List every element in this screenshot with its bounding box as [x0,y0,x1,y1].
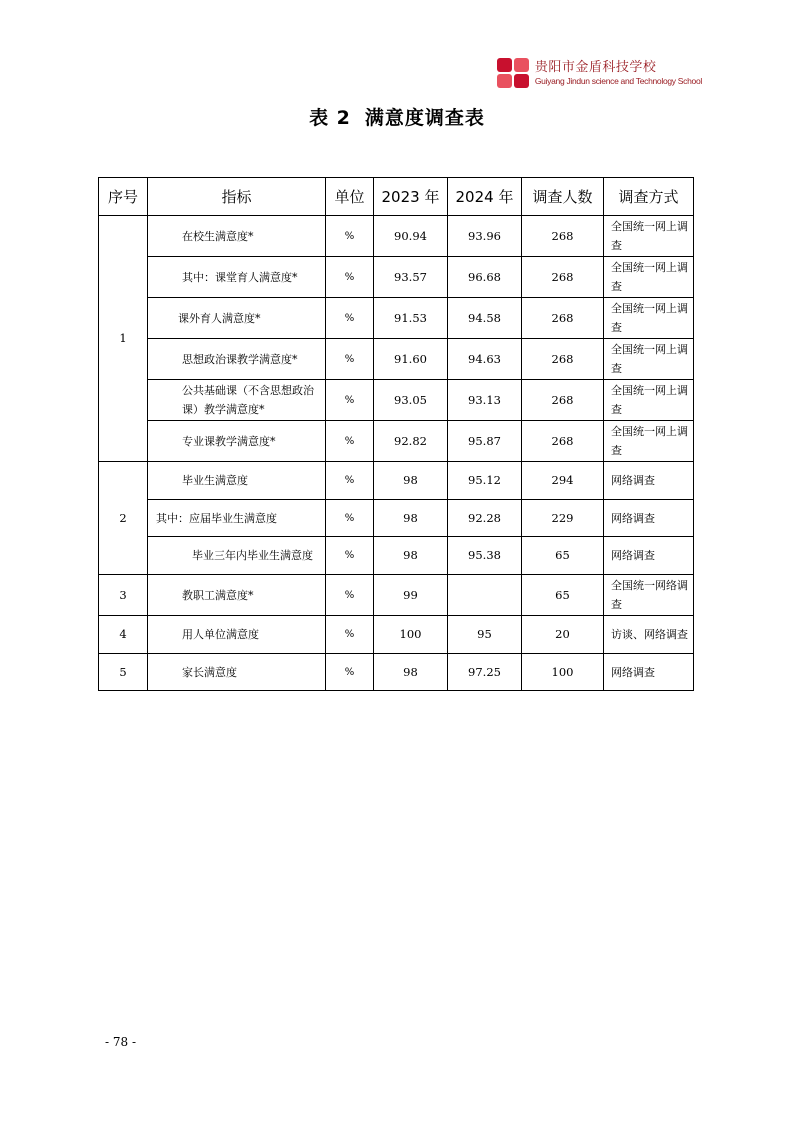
row-2023: 98 [374,653,448,691]
row-2024: 94.63 [448,339,522,380]
column-header-2023: 2023 年 [374,178,448,216]
row-count: 65 [522,537,604,575]
row-seq: 3 [99,575,148,616]
row-2024: 95 [448,616,522,654]
row-count: 268 [522,421,604,462]
row-unit: % [326,421,374,462]
row-method: 全国统一网络调查 [604,575,694,616]
row-indicator: 在校生满意度* [148,216,326,257]
row-count: 229 [522,499,604,537]
row-seq: 5 [99,653,148,691]
row-2024: 96.68 [448,257,522,298]
row-count: 100 [522,653,604,691]
table-row [99,575,694,616]
row-method: 全国统一网上调查 [604,298,694,339]
row-seq: 2 [99,462,148,575]
row-2024: 95.38 [448,537,522,575]
row-2024: 94.58 [448,298,522,339]
column-header-unit: 单位 [326,178,374,216]
column-header-indicator: 指标 [148,178,326,216]
column-header-count: 调查人数 [522,178,604,216]
row-count: 268 [522,339,604,380]
row-method: 网络调查 [604,653,694,691]
row-unit: % [326,575,374,616]
row-count: 268 [522,380,604,421]
row-method: 网络调查 [604,499,694,537]
row-indicator: 公共基础课（不含思想政治课）教学满意度* [148,380,326,421]
table-row [99,380,694,421]
row-unit: % [326,298,374,339]
row-indicator: 课外育人满意度* [148,298,326,339]
row-unit: % [326,462,374,500]
row-2024: 93.13 [448,380,522,421]
row-2023: 99 [374,575,448,616]
table-row [99,298,694,339]
table-row [99,653,694,691]
school-logo [497,58,529,88]
row-2024: 93.96 [448,216,522,257]
row-method: 全国统一网上调查 [604,216,694,257]
school-name-cn: 贵阳市金盾科技学校 [534,59,657,75]
row-unit: % [326,653,374,691]
row-2024 [448,575,522,616]
row-method: 网络调查 [604,537,694,575]
row-2023: 93.05 [374,380,448,421]
table-row [99,537,694,575]
row-2023: 90.94 [374,216,448,257]
row-indicator: 毕业生满意度 [148,462,326,500]
row-method: 全国统一网上调查 [604,380,694,421]
row-count: 268 [522,216,604,257]
row-unit: % [326,537,374,575]
row-indicator: 家长满意度 [148,653,326,691]
row-2023: 91.53 [374,298,448,339]
row-2023: 93.57 [374,257,448,298]
school-name-en: Guiyang Jindun science and Technology School [534,75,702,86]
row-indicator: 毕业三年内毕业生满意度 [148,537,326,575]
row-unit: % [326,216,374,257]
row-unit: % [326,499,374,537]
row-2023: 92.82 [374,421,448,462]
satisfaction-table [98,177,694,691]
row-unit: % [326,380,374,421]
table-title [0,103,794,130]
row-indicator: 其中：应届毕业生满意度 [148,499,326,537]
table-header-row [99,178,694,216]
row-count: 268 [522,298,604,339]
row-method: 全国统一网上调查 [604,339,694,380]
row-indicator: 思想政治课教学满意度* [148,339,326,380]
table-row [99,216,694,257]
table-row [99,616,694,654]
row-method: 访谈、网络调查 [604,616,694,654]
row-2023: 98 [374,537,448,575]
table-row [99,421,694,462]
row-indicator: 教职工满意度* [148,575,326,616]
row-indicator: 其中：课堂育人满意度* [148,257,326,298]
row-count: 20 [522,616,604,654]
table-row [99,462,694,500]
table-row [99,339,694,380]
table-row [99,499,694,537]
row-indicator: 专业课教学满意度* [148,421,326,462]
row-unit: % [326,339,374,380]
row-2024: 92.28 [448,499,522,537]
row-method: 全国统一网上调查 [604,421,694,462]
row-method: 网络调查 [604,462,694,500]
row-2023: 91.60 [374,339,448,380]
row-seq: 1 [99,216,148,462]
row-2024: 95.12 [448,462,522,500]
school-name [535,60,702,87]
column-header-2024: 2024 年 [448,178,522,216]
row-seq: 4 [99,616,148,654]
row-2023: 98 [374,462,448,500]
page-number: - 78 - [105,1035,137,1049]
table-row [99,257,694,298]
row-2024: 97.25 [448,653,522,691]
column-header-method: 调查方式 [604,178,694,216]
table-number: 表 2 [309,107,351,129]
row-count: 65 [522,575,604,616]
row-count: 268 [522,257,604,298]
table-title-text: 满意度调查表 [364,107,485,129]
page-header [497,58,702,88]
row-method: 全国统一网上调查 [604,257,694,298]
row-unit: % [326,257,374,298]
row-count: 294 [522,462,604,500]
row-2023: 98 [374,499,448,537]
row-2024: 95.87 [448,421,522,462]
row-2023: 100 [374,616,448,654]
row-unit: % [326,616,374,654]
column-header-seq: 序号 [99,178,148,216]
row-indicator: 用人单位满意度 [148,616,326,654]
